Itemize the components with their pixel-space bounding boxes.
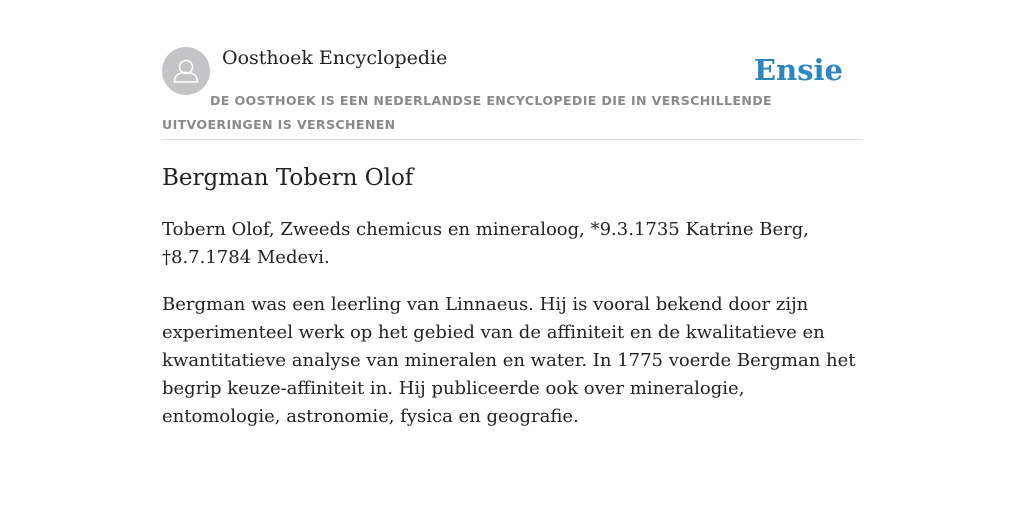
source-tagline: DE OOSTHOEK IS EEN NEDERLANDSE ENCYCLOPEDIE DIE IN VERSCHILLENDE UITVOERINGEN IS VERSCHENEN: [162, 93, 773, 132]
article-title: Bergman Tobern Olof: [162, 165, 414, 191]
user-icon[interactable]: [162, 47, 210, 95]
content-container: [162, 0, 862, 427]
article-paragraph: Bergman was een leerling van Linnaeus. Hij is vooral bekend door zijn experimenteel werk op het gebied van de affiniteit en de kwalitatieve en kwantitatieve analyse van mineralen en water. In 1775 voerde Bergman het begrip keuze-affiniteit in. Hij publiceerde ook over mineralogie, entomologie, astronomie, fysica en geografie.: [162, 294, 856, 427]
source-name-link[interactable]: Oosthoek Encyclopedie: [222, 47, 448, 69]
article-paragraph: Tobern Olof, Zweeds chemicus en mineraloog, *9.3.1735 Katrine Berg, †8.7.1784 Medevi.: [162, 219, 809, 268]
article: [162, 160, 862, 431]
ensie-logo[interactable]: Ensie: [754, 53, 843, 87]
site-header: [162, 0, 862, 140]
